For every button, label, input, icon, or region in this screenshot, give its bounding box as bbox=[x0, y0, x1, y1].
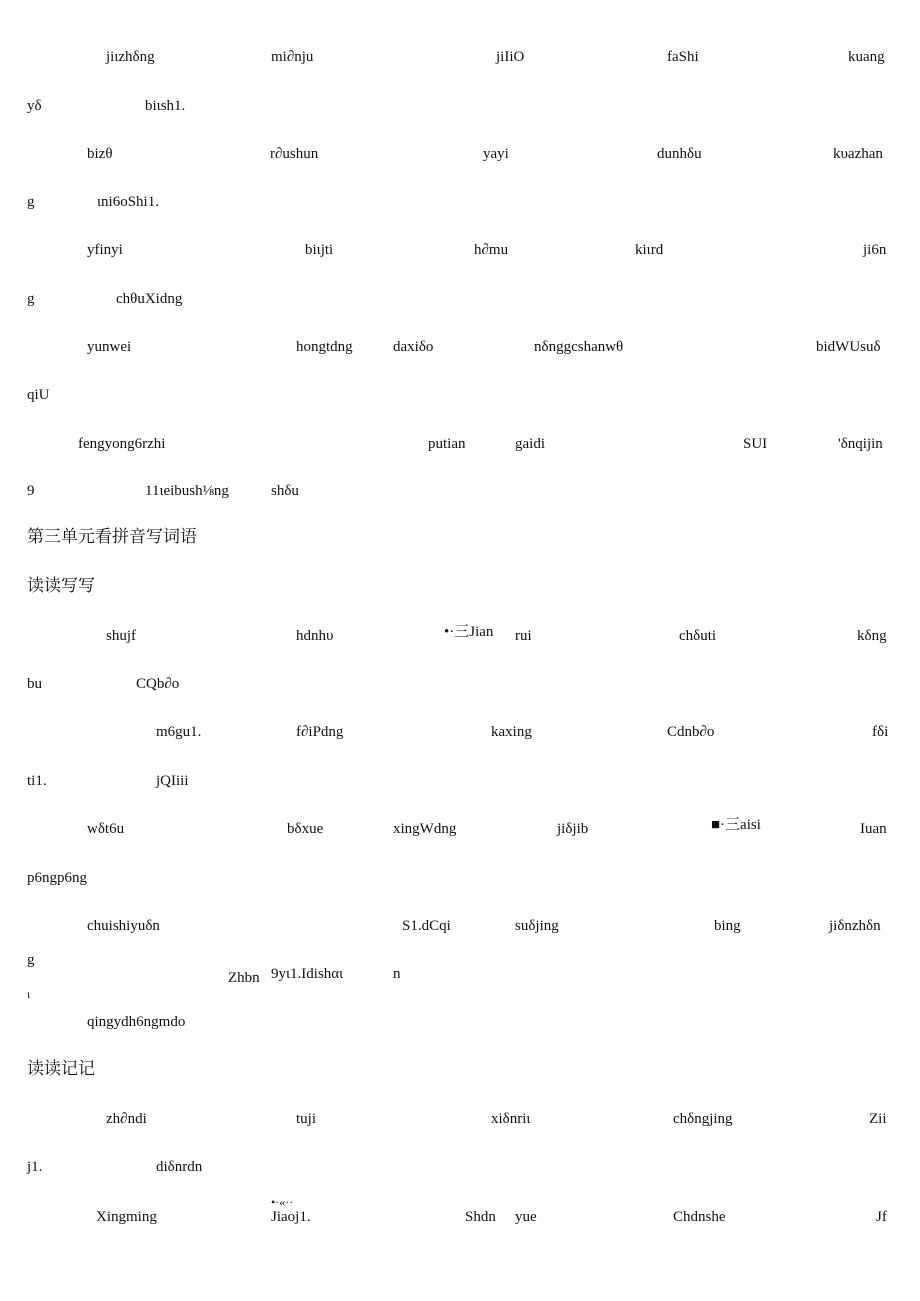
pinyin-word: ji6n bbox=[863, 242, 887, 258]
pinyin-word: kuang bbox=[848, 49, 885, 65]
pinyin-word: Cdnb∂o bbox=[667, 724, 715, 740]
pinyin-word: CQb∂o bbox=[136, 676, 180, 692]
pinyin-word: xingWdng bbox=[393, 821, 457, 837]
pinyin-word: xiδnriι bbox=[491, 1111, 531, 1127]
pinyin-word: yue bbox=[515, 1209, 537, 1225]
pinyin-word: zh∂ndi bbox=[106, 1111, 147, 1127]
pinyin-word: yunwei bbox=[87, 339, 132, 355]
pinyin-word: ■·三aisi bbox=[711, 817, 761, 833]
pinyin-word: bidWUsuδ bbox=[816, 339, 881, 355]
pinyin-word: dunhδu bbox=[657, 146, 702, 162]
pinyin-word: gaidi bbox=[515, 436, 545, 452]
pinyin-word: Chdnshe bbox=[673, 1209, 726, 1225]
pinyin-word: suδjing bbox=[515, 918, 559, 934]
pinyin-word: diδnrdn bbox=[156, 1159, 203, 1175]
pinyin-word: chuishiyuδn bbox=[87, 918, 160, 934]
pinyin-word: jiIiO bbox=[496, 49, 525, 65]
pinyin-word: jQIiii bbox=[156, 773, 189, 789]
pinyin-word: shujf bbox=[106, 628, 136, 644]
pinyin-word: Zii bbox=[869, 1111, 887, 1127]
pinyin-word: g bbox=[27, 952, 35, 968]
pinyin-word: p6ngp6ng bbox=[27, 870, 87, 886]
pinyin-word: chδuti bbox=[679, 628, 717, 644]
pinyin-word: 9 bbox=[27, 483, 35, 499]
pinyin-word: h∂mu bbox=[474, 242, 509, 258]
pinyin-word: g bbox=[27, 194, 35, 210]
pinyin-word: bu bbox=[27, 676, 42, 692]
pinyin-word: rui bbox=[515, 628, 532, 644]
pinyin-word: nδnggcshanwθ bbox=[534, 339, 624, 355]
pinyin-word: chθuXidng bbox=[116, 291, 183, 307]
pinyin-word: hdnhυ bbox=[296, 628, 334, 644]
pinyin-word: qingydh6ngmdo bbox=[87, 1014, 186, 1030]
pinyin-word: bing bbox=[714, 918, 741, 934]
pinyin-word: 11ιeibush⅛ng bbox=[145, 483, 229, 499]
pinyin-word: putian bbox=[428, 436, 466, 452]
pinyin-word: jiδjib bbox=[557, 821, 589, 837]
pinyin-word: yδ bbox=[27, 98, 42, 114]
pinyin-word: yfinyi bbox=[87, 242, 123, 258]
pinyin-word: bδxue bbox=[287, 821, 324, 837]
pinyin-word: Jiaoj1. bbox=[271, 1209, 311, 1225]
pinyin-word: 'δnqijin bbox=[838, 436, 883, 452]
pinyin-word: •·三Jian bbox=[444, 624, 494, 640]
pinyin-word: g bbox=[27, 291, 35, 307]
pinyin-word: m6gu1. bbox=[156, 724, 202, 740]
pinyin-word: kaxing bbox=[491, 724, 532, 740]
pinyin-word: n bbox=[393, 966, 401, 982]
pinyin-word: SUI bbox=[743, 436, 768, 452]
pinyin-word: mi∂nju bbox=[271, 49, 314, 65]
pinyin-word: tuji bbox=[296, 1111, 317, 1127]
pinyin-word: Xingming bbox=[96, 1209, 157, 1225]
pinyin-fragment: •·«·· bbox=[271, 1195, 294, 1209]
pinyin-word: S1.dCqi bbox=[402, 918, 451, 934]
pinyin-word: Iuan bbox=[860, 821, 887, 837]
section-heading-read-write: 读读写写 bbox=[27, 576, 95, 595]
pinyin-word: Jf bbox=[876, 1209, 887, 1225]
pinyin-word: hongtdng bbox=[296, 339, 353, 355]
pinyin-word: chδngjing bbox=[673, 1111, 733, 1127]
pinyin-fragment: ι bbox=[27, 987, 31, 1001]
pinyin-word: bizθ bbox=[87, 146, 113, 162]
unit-title: 第三单元看拼音写词语 bbox=[27, 527, 197, 546]
pinyin-word: kδng bbox=[857, 628, 887, 644]
pinyin-word: yayi bbox=[483, 146, 509, 162]
pinyin-word: j1. bbox=[27, 1159, 43, 1175]
pinyin-word: jiδnzhδn bbox=[829, 918, 881, 934]
pinyin-word: Zhbn bbox=[228, 970, 260, 986]
pinyin-word: kiιrd bbox=[635, 242, 664, 258]
pinyin-word: fengyong6rzhi bbox=[78, 436, 166, 452]
pinyin-word: fδi bbox=[872, 724, 889, 740]
pinyin-word: Shdn bbox=[465, 1209, 496, 1225]
pinyin-word: biιsh1. bbox=[145, 98, 186, 114]
pinyin-word: jiιzhδng bbox=[106, 49, 155, 65]
pinyin-word: daxiδo bbox=[393, 339, 434, 355]
pinyin-word: kυazhan bbox=[833, 146, 883, 162]
pinyin-word: ti1. bbox=[27, 773, 47, 789]
pinyin-word: f∂iPdng bbox=[296, 724, 344, 740]
pinyin-word: biιjti bbox=[305, 242, 334, 258]
pinyin-word: ιni6oShi1. bbox=[97, 194, 159, 210]
pinyin-word: 9yι1.Idishαι bbox=[271, 966, 344, 982]
pinyin-word: wδt6u bbox=[87, 821, 125, 837]
pinyin-word: qiU bbox=[27, 387, 50, 403]
pinyin-word: faShi bbox=[667, 49, 699, 65]
section-heading-read-remember: 读读记记 bbox=[27, 1059, 95, 1078]
pinyin-word: r∂ushun bbox=[270, 146, 319, 162]
pinyin-word: shδu bbox=[271, 483, 299, 499]
